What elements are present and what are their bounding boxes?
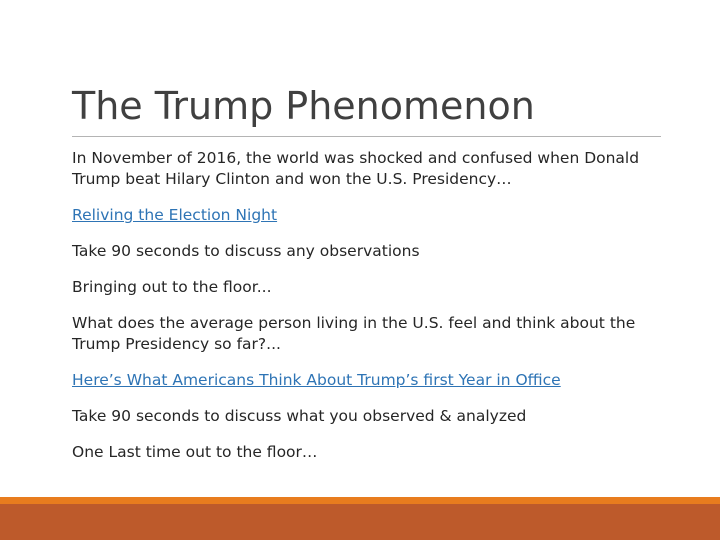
title-divider bbox=[72, 136, 661, 137]
list-item-text: Bringing out to the floor... bbox=[72, 278, 272, 296]
list-item-text: In November of 2016, the world was shocked and confused when Donald Trump beat Hilary Clinton and won the U.S. Presidency… bbox=[72, 149, 640, 188]
footer-band bbox=[0, 504, 720, 540]
footer-band-accent bbox=[0, 497, 720, 504]
election-night-link[interactable]: Reliving the Election Night bbox=[72, 206, 278, 224]
slide-content-list bbox=[72, 148, 672, 478]
list-item-question bbox=[72, 313, 672, 355]
list-item-text: Take 90 seconds to discuss any observations bbox=[72, 242, 420, 260]
list-item-text: What does the average person living in the U.S. feel and think about the Trump Presidency so far?... bbox=[72, 314, 636, 353]
list-item-americans-link bbox=[72, 370, 672, 391]
list-item-discuss-analyzed bbox=[72, 406, 672, 427]
list-item-election-link bbox=[72, 205, 672, 226]
americans-think-link[interactable]: Here’s What Americans Think About Trump’s first Year in Office bbox=[72, 371, 561, 389]
list-item-last-floor bbox=[72, 442, 672, 463]
list-item-text: One Last time out to the floor… bbox=[72, 443, 318, 461]
list-item-text: Take 90 seconds to discuss what you observed & analyzed bbox=[72, 407, 527, 425]
slide-title: The Trump Phenomenon bbox=[72, 84, 535, 128]
list-item-intro bbox=[72, 148, 672, 190]
list-item-floor bbox=[72, 277, 672, 298]
list-item-discuss-observations bbox=[72, 241, 672, 262]
